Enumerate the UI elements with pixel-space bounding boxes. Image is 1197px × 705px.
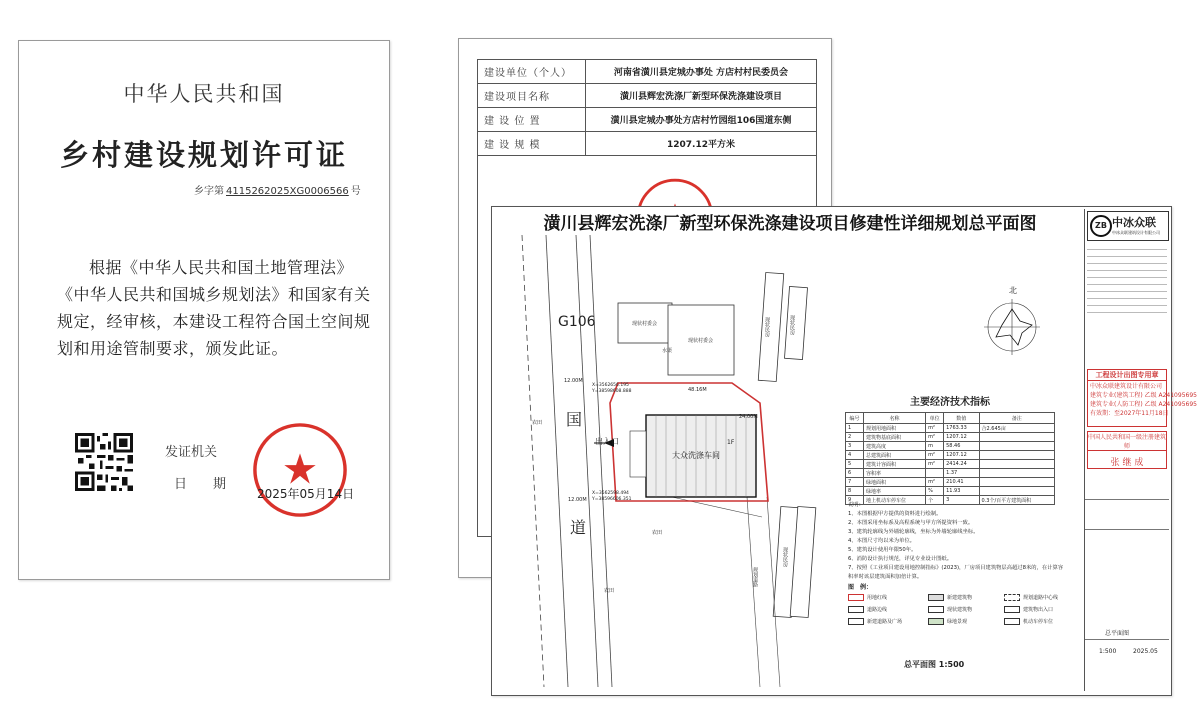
width-dimension: 48.16M — [688, 387, 707, 393]
existing-label-2: 现状村委会 — [688, 338, 714, 344]
canal-label: 水渠 — [662, 348, 673, 354]
road-width-top: 12.00M — [564, 378, 583, 384]
farmland-label-3: 农田 — [604, 588, 615, 594]
issuer-label: 发证机关 — [165, 445, 218, 460]
issue-date: 2025年05月14日 — [257, 487, 355, 501]
indicators-table — [845, 393, 1055, 505]
table-row: 2 建筑物基底面积 m² 1207.12 — [846, 433, 1055, 442]
certificate-body: 根据《中华人民共和国土地管理法》《中华人民共和国城乡规划法》和国家有关规定，经审核，本建设工程符合国土空间规划和用途管制要求，颁发此证。 — [57, 258, 371, 358]
building-label: 大众洗涤车间 — [672, 451, 720, 460]
planned-road-label: 规划道路 — [752, 567, 758, 587]
existing-label-4: 现状民房 — [789, 315, 795, 335]
indicators-title: 主要经济技术指标 — [910, 397, 990, 408]
legend-item: 机动车停车位 — [1004, 618, 1053, 625]
table-row: 5 建筑计容面积 m² 2414.24 — [846, 460, 1055, 469]
coordinate-1: X=3562656.195 — [592, 383, 629, 388]
permit-certificate — [18, 40, 390, 580]
tb-date: 2025.05 — [1133, 648, 1158, 655]
plan-title: 潢川县辉宏洗涤厂新型环保洗涤建设项目修建性详细规划总平面图 — [543, 214, 1037, 234]
certificate-title: 乡村建设规划许可证 — [59, 138, 348, 172]
road-width-bottom: 12.00M — [568, 497, 587, 503]
plan-scale-label: 总平面图 1:500 — [904, 660, 965, 669]
table-row: 1 规划用地面积 m² 1763.33 合2.645亩 — [846, 424, 1055, 433]
qr-code — [75, 433, 133, 491]
architect-stamp: 中国人民共和国一级注册建筑师 张 继 成 — [1087, 431, 1167, 469]
legend-item: 用地红线 — [848, 594, 887, 601]
g106-road — [522, 235, 615, 687]
legend-item: 规划道路中心线 — [1004, 594, 1058, 601]
plan-legend: 图 例： 用地红线 道路边线 新建道路及广场 新建建筑物 现状建筑物 绿地景观 规划道路中心线 建筑物出入口 机动车停车位 — [848, 584, 1059, 625]
legend-item: 建筑物出入口 — [1004, 606, 1053, 613]
title-block — [1084, 209, 1197, 691]
table-row: 建设项目名称 潢川县辉宏洗涤厂新型环保洗涤建设项目 — [478, 84, 817, 108]
country-heading: 中华人民共和国 — [123, 82, 285, 106]
indicators-header-row: 编号 名称 单位 数值 备注 — [846, 413, 1055, 424]
table-row: 6 容积率 1.37 — [846, 469, 1055, 478]
building-floor: 1F — [727, 439, 735, 446]
existing-label-3: 现状民房 — [764, 317, 770, 337]
site-plan-drawing — [491, 206, 1197, 696]
entrance-label: 出入口 — [595, 437, 619, 446]
legend-item: 现状建筑物 — [928, 606, 972, 613]
design-seal-stamp: 工程设计出图专用章 中冰众联建筑设计有限公司 建筑专业(建筑工程) 乙级 A241095695 建筑专业(人防工程) 乙级 A241095695 有效期：至2027年11月18日 — [1087, 369, 1167, 427]
farmland-label-1: 农田 — [532, 420, 543, 426]
coordinate-3: X=3562598.494 — [592, 491, 629, 496]
table-row: 9 地上机动车停车位 个 3 0.3个/百平方建筑面积 — [846, 496, 1055, 505]
company-logo: ZB 中冰众联 中冰众联建筑设计有限公司 — [1087, 211, 1169, 241]
table-row: 3 建筑高度 m 58.46 — [846, 442, 1055, 451]
north-arrow — [984, 299, 1040, 355]
depth-dimension: 24.00M — [739, 414, 758, 420]
tb-sheet: 总平面图 — [1105, 630, 1130, 637]
existing-label-1: 现状村委会 — [632, 321, 658, 327]
road-char-2: 道 — [570, 518, 587, 537]
coordinate-4: Y=38596606.351 — [592, 497, 632, 502]
official-seal — [251, 421, 349, 519]
table-row: 建 设 规 模 1207.12平方米 — [478, 132, 817, 156]
legend-item: 绿地景观 — [928, 618, 967, 625]
certificate-number: 乡字第 4115262025XG0006566 号 — [194, 186, 361, 197]
road-char-1: 国 — [566, 410, 583, 429]
date-label: 日 期 — [174, 477, 227, 492]
company-logo-icon: ZB — [1090, 215, 1112, 237]
table-row: 建 设 位 置 潢川县定城办事处方店村竹园组106国道东侧 — [478, 108, 817, 132]
existing-label-5: 现状民房 — [782, 547, 788, 567]
plan-notes: 说明： 1、本图根据甲方提供的资料进行绘制。 2、本图采用坐标系及高程系统与甲方所提资料一致。 3、建筑轮廓线为外墙轮廓线，坐标为外墙轮廓线坐标。 4、本图尺寸均以米为单位。 5、建筑设计使用年限50年。 6、消防设计执行规范，详见专业设计图纸。 7、按照《工业项目建设用地控制指标》(2023)，厂房项目建筑物层高超过8米的，在计算容积率时该层建筑面积加倍计算。 — [848, 502, 1064, 580]
table-row: 7 绿地面积 m² 210.41 — [846, 478, 1055, 487]
legend-item: 新建建筑物 — [928, 594, 972, 601]
table-row: 4 总建筑面积 m² 1207.12 — [846, 451, 1055, 460]
certificate-number-value: 4115262025XG0006566 — [226, 186, 349, 197]
farmland-label-2: 农田 — [652, 530, 663, 536]
north-label: 北 — [1009, 286, 1017, 295]
table-row: 建设单位（个人） 河南省潢川县定城办事处 方店村村民委员会 — [478, 60, 817, 84]
table-row: 8 绿地率 % 11.93 — [846, 487, 1055, 496]
legend-item: 道路边线 — [848, 606, 887, 613]
coordinate-2: Y=38598608.888 — [592, 389, 632, 394]
planned-road — [672, 497, 780, 687]
road-label: G106 — [558, 314, 596, 330]
tb-scale: 1:500 — [1099, 648, 1117, 655]
legend-item: 新建道路及广场 — [848, 618, 902, 625]
